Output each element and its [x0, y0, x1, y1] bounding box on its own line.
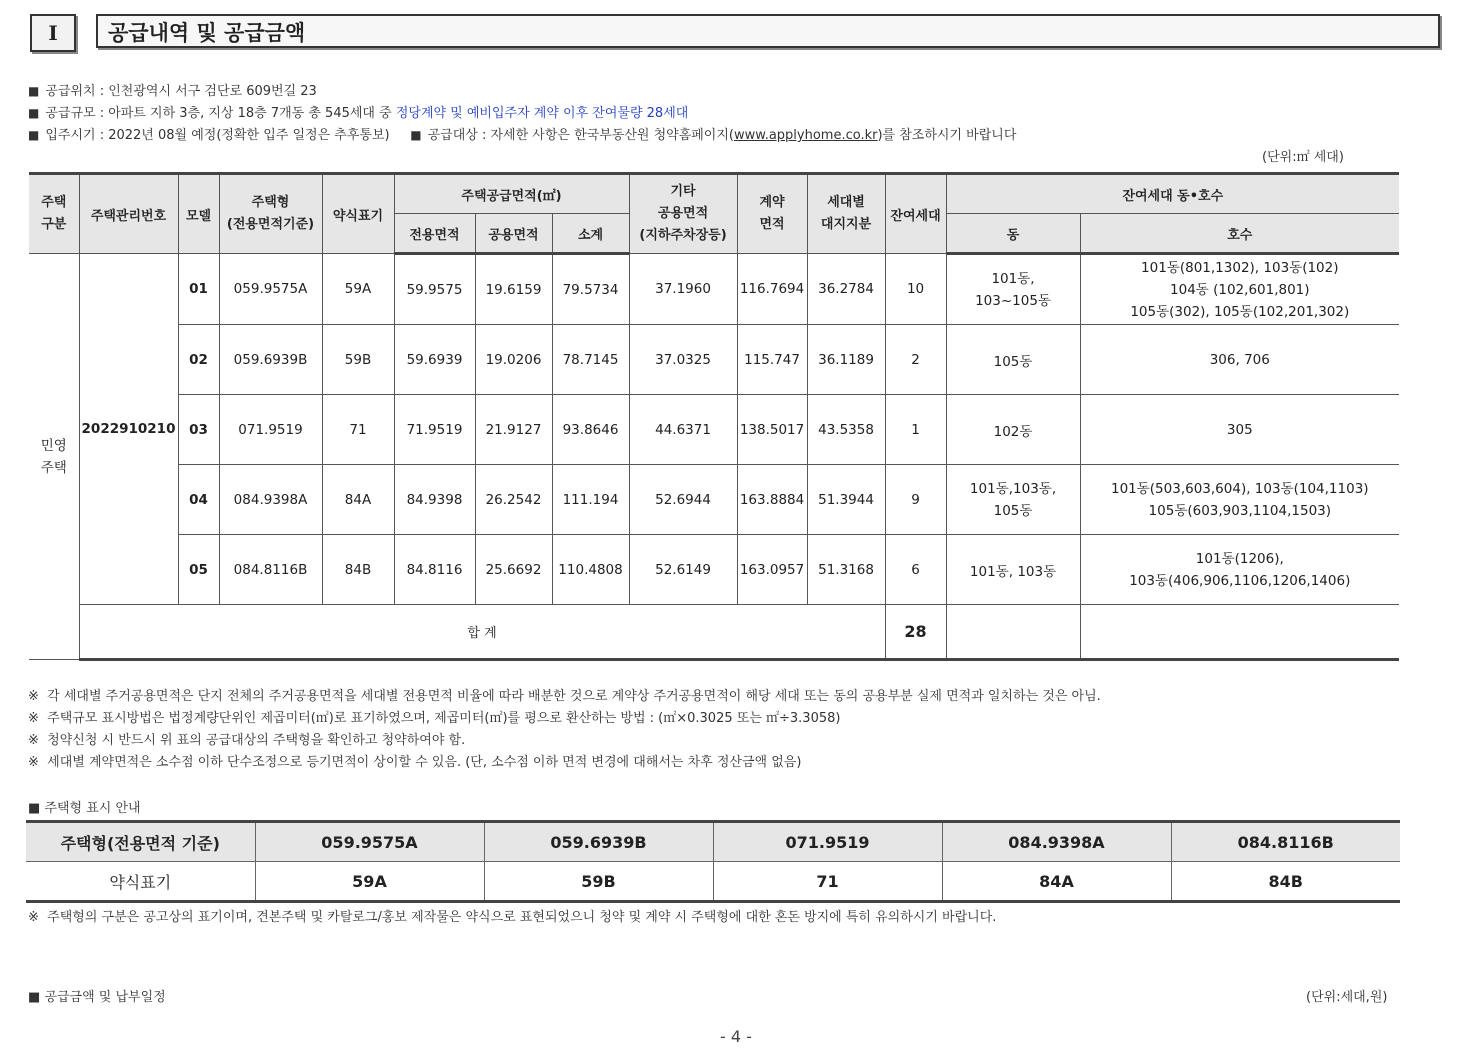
remaining-highlight: 정당계약 및 예비입주자 계약 이후 잔여물량 28세대 — [395, 106, 689, 121]
ho-cell: 306, 706 — [1080, 325, 1399, 395]
applyhome-link[interactable]: www.applyhome.co.kr — [734, 128, 878, 143]
info-movein-target: ■ 입주시기 : 2022년 08월 예정(정확한 입주 일정은 추후통보) ■ 공급대상 : 자세한 사항은 한국부동산원 청약홈페이지(www.applyhome.co.kr)를 참조하시기 바랍니다 — [28, 128, 1017, 143]
bullet-square-icon: ■ — [28, 128, 40, 142]
sum-value: 28 — [885, 605, 946, 660]
ho-cell: 101동(801,1302), 103동(102) 104동 (102,601,801) 105동(302), 105동(102,201,302) — [1080, 254, 1399, 325]
note-3: 청약신청 시 반드시 위 표의 공급대상의 주택형을 확인하고 청약하여야 함. — [47, 733, 466, 748]
unit-label: (단위:㎡ 세대) — [1262, 150, 1344, 165]
ho-cell: 101동(503,603,604), 103동(104,1103) 105동(603,903,1104,1503) — [1080, 465, 1399, 535]
note-4: 세대별 계약면적은 소수점 이하 단수조정으로 등기면적이 상이할 수 있음. (단, 소수점 이하 면적 변경에 대해서는 차후 정산금액 없음) — [47, 755, 802, 770]
supply-table — [29, 172, 1399, 661]
type-guide-table: 주택형(전용면적 기준) 059.9575A 059.6939B 071.9519 084.9398A 084.8116B 약식표기 59A 59B 71 84A 84B — [26, 820, 1400, 903]
bullet-square-icon: ■ — [28, 84, 40, 98]
th-common: 공용면적 — [475, 214, 552, 254]
page-number: - 4 - — [720, 1027, 752, 1046]
th-mgmt-no: 주택관리번호 — [79, 174, 178, 254]
dong-cell: 101동, 103동 — [946, 535, 1080, 605]
ho-cell: 305 — [1080, 395, 1399, 465]
info-location: ■ 공급위치 : 인천광역시 서구 검단로 609번길 23 — [28, 84, 317, 99]
dong-cell: 101동,103동, 105동 — [946, 465, 1080, 535]
th-ho: 호수 — [1080, 214, 1399, 254]
abbrev-row-label: 약식표기 — [26, 862, 255, 902]
note-2: 주택규모 표시방법은 법정계량단위인 제곱미터(㎡)로 표기하였으며, 제곱미터(㎡)를 평으로 환산하는 방법 : (㎡×0.3025 또는 ㎡÷3.3058) — [47, 711, 841, 726]
th-land: 세대별 대지지분 — [807, 174, 885, 254]
bullet-square-icon: ■ — [28, 106, 40, 120]
dong-cell: 102동 — [946, 395, 1080, 465]
bullet-square-icon: ■ — [28, 801, 41, 816]
th-category: 주택 구분 — [29, 174, 79, 254]
type-row-label: 주택형(전용면적 기준) — [26, 822, 255, 862]
note-1: 각 세대별 주거공용면적은 단지 전체의 주거공용면적을 세대별 전용면적 비율에 따라 배분한 것으로 계약상 주거공용면적이 해당 세대 또는 동의 공용부분 실제 면적과 일치하는 것은 아님. — [47, 689, 1101, 704]
info-scale: ■ 공급규모 : 아파트 지하 3층, 지상 18층 7개동 총 545세대 중 정당계약 및 예비입주자 계약 이후 잔여물량 28세대 — [28, 106, 689, 121]
bullet-square-icon: ■ — [28, 990, 41, 1005]
section-header — [30, 14, 1442, 52]
sum-label: 합 계 — [79, 605, 885, 660]
sum-row — [29, 605, 1399, 660]
th-dong: 동 — [946, 214, 1080, 254]
section-title: 공급내역 및 공급금액 — [96, 14, 1440, 48]
th-subtotal: 소계 — [552, 214, 629, 254]
th-model: 모델 — [178, 174, 219, 254]
th-supply-area: 주택공급면적(㎡) — [394, 174, 629, 214]
table-row: 03 071.9519 71 71.9519 21.9127 93.8646 44.6371 138.5017 43.5358 1 102동 305 — [29, 395, 1399, 465]
th-type: 주택형 (전용면적기준) — [219, 174, 322, 254]
section-number: I — [30, 14, 76, 52]
dong-cell: 105동 — [946, 325, 1080, 395]
table-row: 02 059.6939B 59B 59.6939 19.0206 78.7145 37.0325 115.747 36.1189 2 105동 306, 706 — [29, 325, 1399, 395]
type-guide-title: ■ 주택형 표시 안내 — [28, 801, 141, 816]
mgmt-no-cell: 2022910210 — [79, 254, 178, 605]
table-row: 민영 주택 2022910210 01 059.9575A 59A 59.9575 19.6159 79.5734 37.1960 116.7694 36.2784 10 101동, 103~105동 101동(801,1302), 103동(102) 104동 (102,601,801) 105동(302), 105동(102,201,302) — [29, 254, 1399, 325]
th-contract: 계약 면적 — [737, 174, 807, 254]
bullet-square-icon: ■ — [410, 128, 422, 142]
table-row: 04 084.9398A 84A 84.9398 26.2542 111.194 52.6944 163.8884 51.3944 9 101동,103동, 105동 101동(503,603,604), 103동(104,1103) 105동(603,903,1104,1503) — [29, 465, 1399, 535]
ho-cell: 101동(1206), 103동(406,906,1106,1206,1406) — [1080, 535, 1399, 605]
th-other-common: 기타 공용면적 (지하주차장등) — [629, 174, 737, 254]
category-cell: 민영 주택 — [29, 254, 79, 660]
th-exclusive: 전용면적 — [394, 214, 475, 254]
table-row: 05 084.8116B 84B 84.8116 25.6692 110.4808 52.6149 163.0957 51.3168 6 101동, 103동 101동(1206), 103동(406,906,1106,1206,1406) — [29, 535, 1399, 605]
price-unit: (단위:세대,원) — [1306, 990, 1388, 1005]
th-remaining-units: 잔여세대 동•호수 — [946, 174, 1399, 214]
price-title: ■ 공급금액 및 납부일정 — [28, 990, 166, 1005]
type-guide-note: ※ 주택형의 구분은 공고상의 표기이며, 견본주택 및 카탈로그/홍보 제작물은 약식으로 표현되었으니 청약 및 계약 시 주택형에 대한 혼돈 방지에 특히 유의하시기 바랍니다. — [28, 910, 997, 925]
th-remaining: 잔여세대 — [885, 174, 946, 254]
th-abbrev: 약식표기 — [322, 174, 394, 254]
notes: ※ 각 세대별 주거공용면적은 단지 전체의 주거공용면적을 세대별 전용면적 비율에 따라 배분한 것으로 계약상 주거공용면적이 해당 세대 또는 동의 공용부분 실제 면적과 일치하는 것은 아님. ※ 주택규모 표시방법은 법정계량단위인 제곱미터(㎡)로 표기하였으며, 제곱미터(㎡)를 평으로 환산하는 방법 : (㎡×0.3025 또는 ㎡÷3.3058) ※ 청약신청 시 반드시 위 표의 공급대상의 주택형을 확인하고 청약하여야 함. ※ 세대별 계약면적은 소수점 이하 단수조정으로 등기면적이 상이할 수 있음. (단, 소수점 이하 면적 변경에 대해서는 차후 정산금액 없음) — [28, 689, 1101, 770]
dong-cell: 101동, 103~105동 — [946, 254, 1080, 325]
